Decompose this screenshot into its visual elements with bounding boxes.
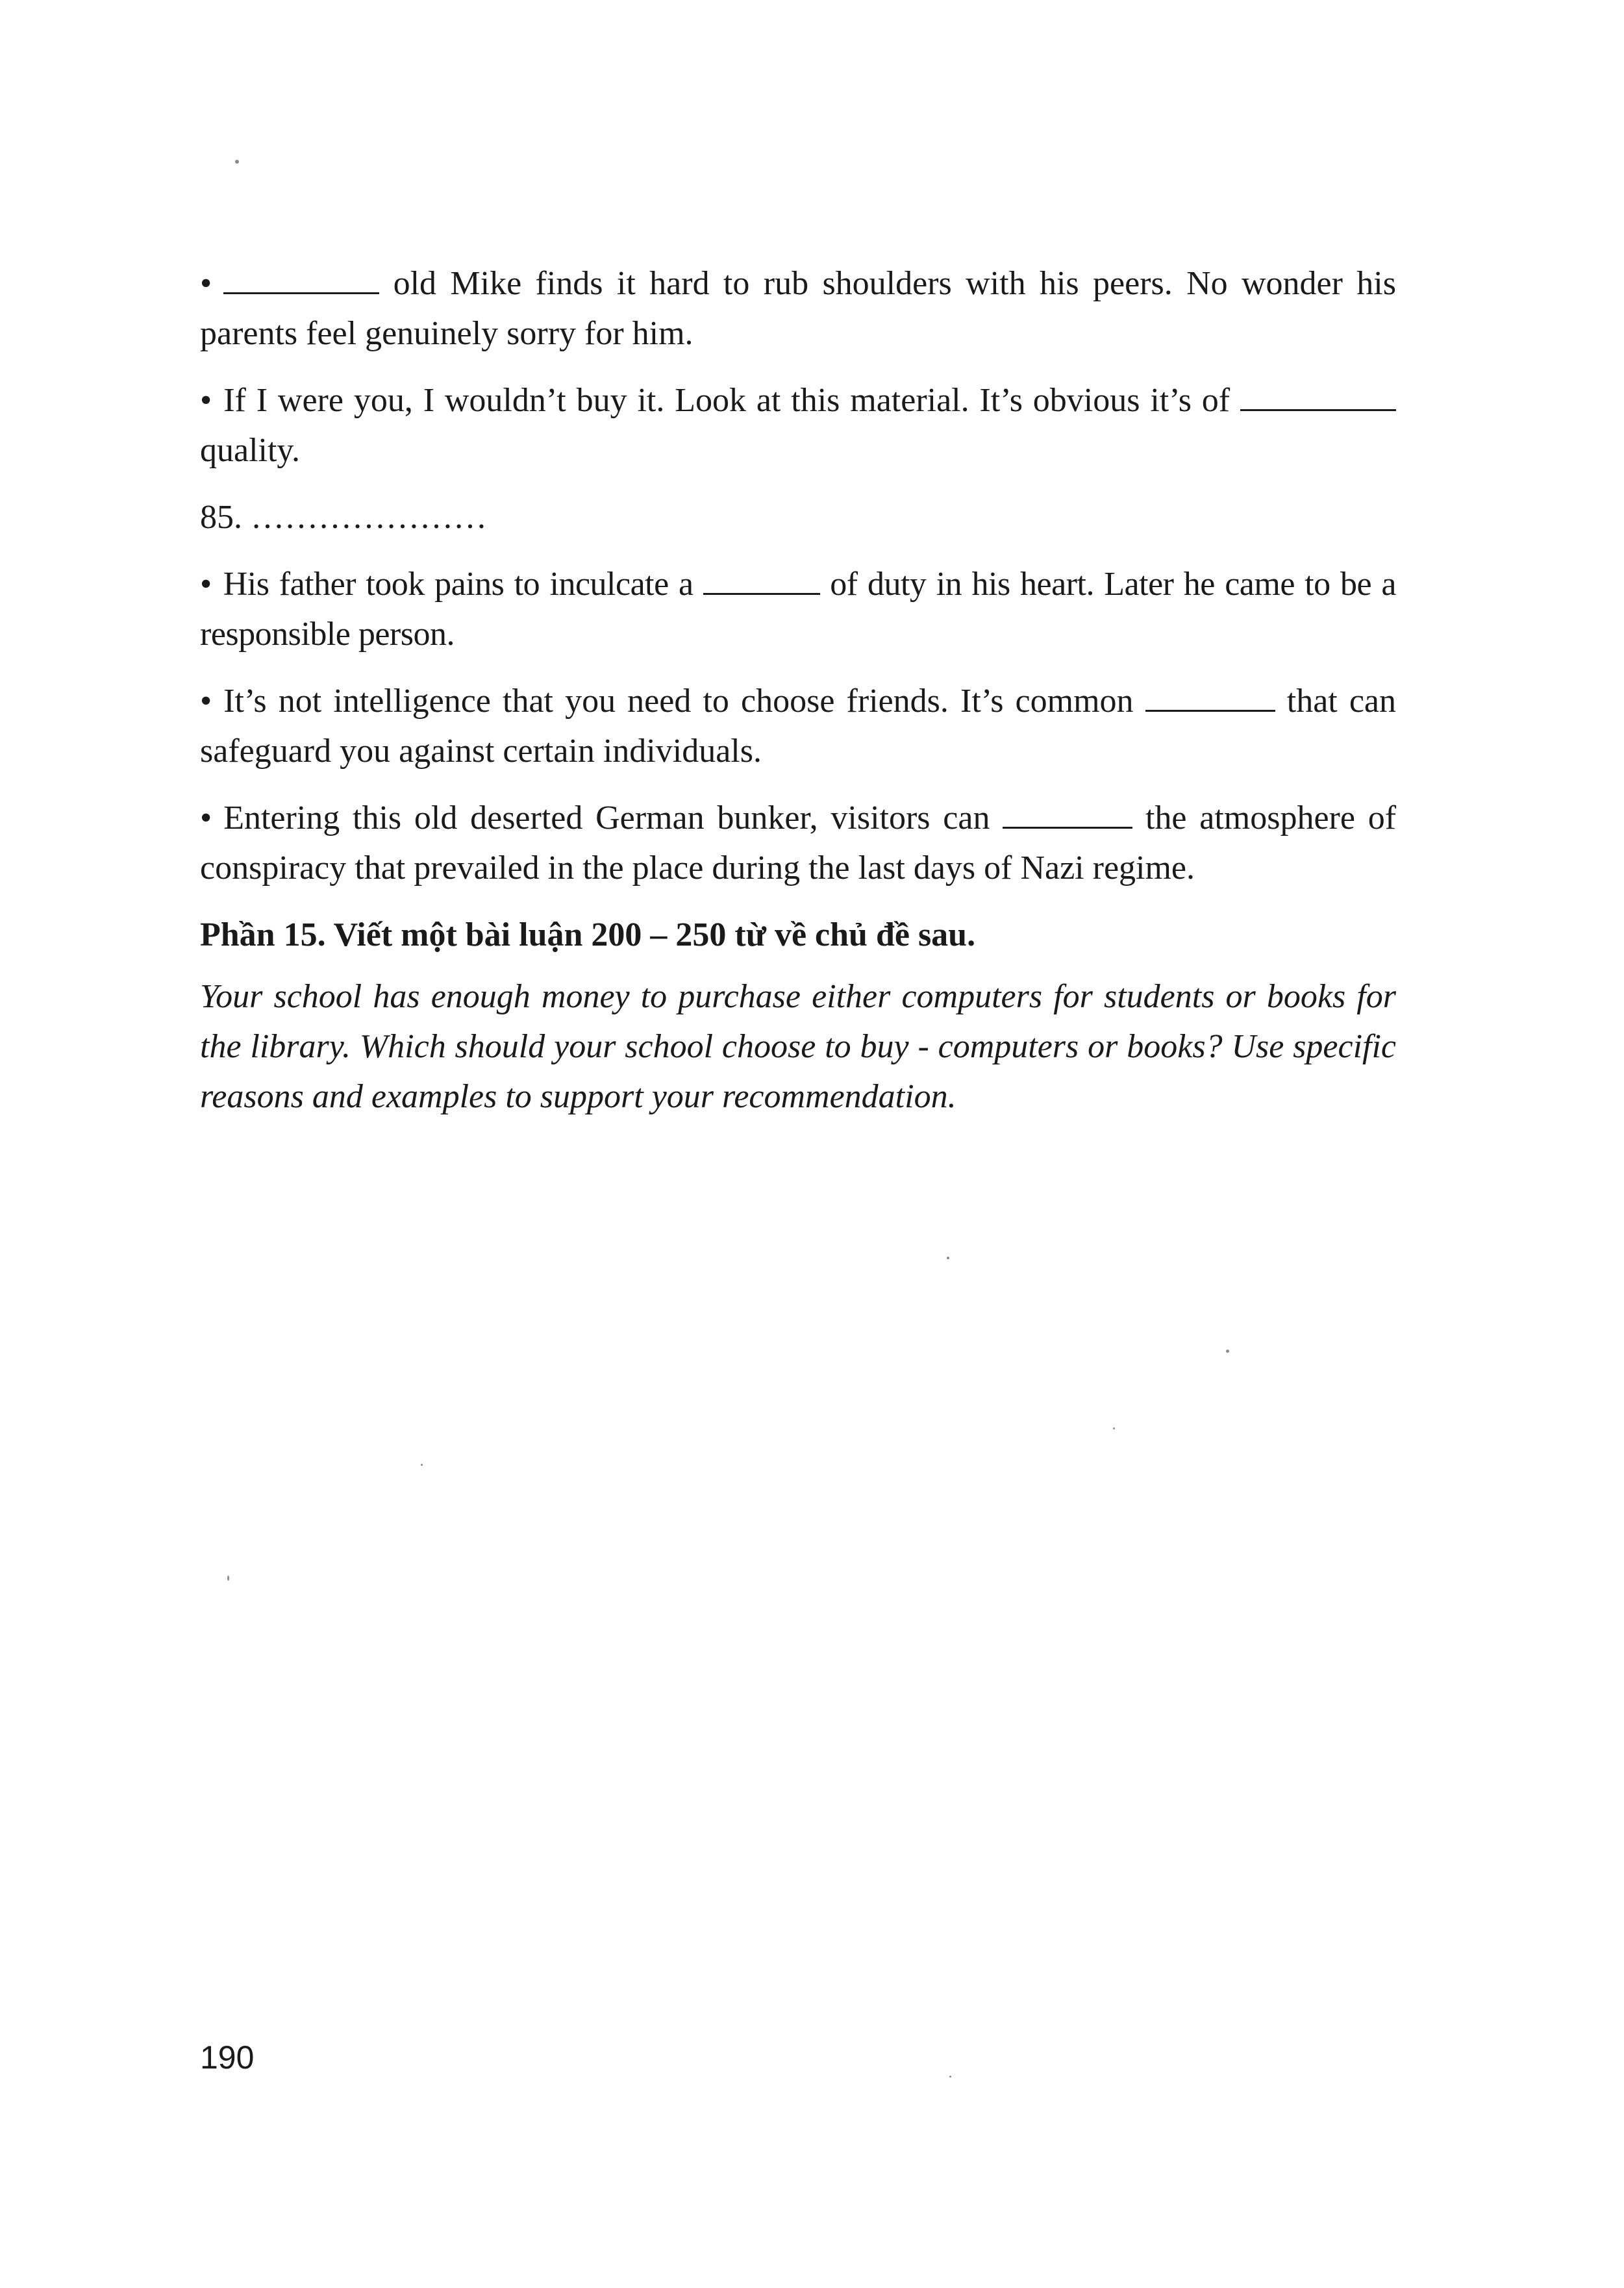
item-text-after: of duty in his heart. Later he came to be a responsible person. [200, 566, 1397, 653]
item-text-after: the atmosphere of conspiracy that prevailed in the place during the last days of Nazi regime. [200, 799, 1397, 886]
item-text-after: quality. [200, 432, 301, 469]
item-text-before: If I were you, I wouldn’t buy it. Look at this material. It’s obvious it’s of [223, 382, 1230, 419]
item-text-after: old Mike finds it hard to rub shoulders with his peers. No wonder his parents feel genuinely sorry for him. [200, 265, 1396, 352]
scan-speck [1226, 1350, 1229, 1353]
answer-blank[interactable] [223, 262, 379, 294]
page-content [200, 258, 1396, 1122]
answer-blank[interactable] [1003, 797, 1132, 829]
bullet-icon: • [200, 799, 212, 836]
bullet-icon: • [200, 265, 212, 302]
bullet-icon: • [200, 382, 212, 419]
scan-speck [947, 1257, 949, 1259]
bullet-icon: • [200, 683, 212, 720]
page-number: 190 [200, 2039, 255, 2076]
exercise-item [200, 375, 1396, 475]
bullet-icon: • [200, 566, 212, 603]
item-text-before: It’s not intelligence that you need to choose friends. It’s common [223, 683, 1134, 720]
exercise-item [200, 559, 1396, 659]
scan-speck [421, 1464, 423, 1466]
exercise-item [200, 676, 1396, 776]
exercise-item [200, 258, 1396, 358]
scan-speck [949, 2076, 951, 2078]
item-text-before: His father took pains to inculcate a [223, 566, 693, 603]
scan-speck [227, 1576, 229, 1581]
scan-speck [1113, 1427, 1115, 1429]
essay-prompt: Your school has enough money to purchase either computers for students or books for the library. Which should your school choose to buy - computers or books? Use specific reasons and examples to support your recommendation. [200, 978, 1396, 1115]
answer-blank[interactable] [1145, 680, 1275, 712]
answer-blank[interactable] [703, 563, 820, 595]
item-text-before: Entering this old deserted German bunker, visitors can [223, 799, 990, 836]
item-text-after: that can safeguard you against certain individuals. [200, 683, 1397, 770]
exercise-item [200, 793, 1396, 893]
question-number: 85. ………………… [200, 499, 487, 536]
section-heading: Phần 15. Viết một bài luận 200 – 250 từ về chủ đề sau. [200, 916, 976, 953]
answer-blank[interactable] [1240, 379, 1396, 411]
scan-speck [235, 160, 239, 164]
